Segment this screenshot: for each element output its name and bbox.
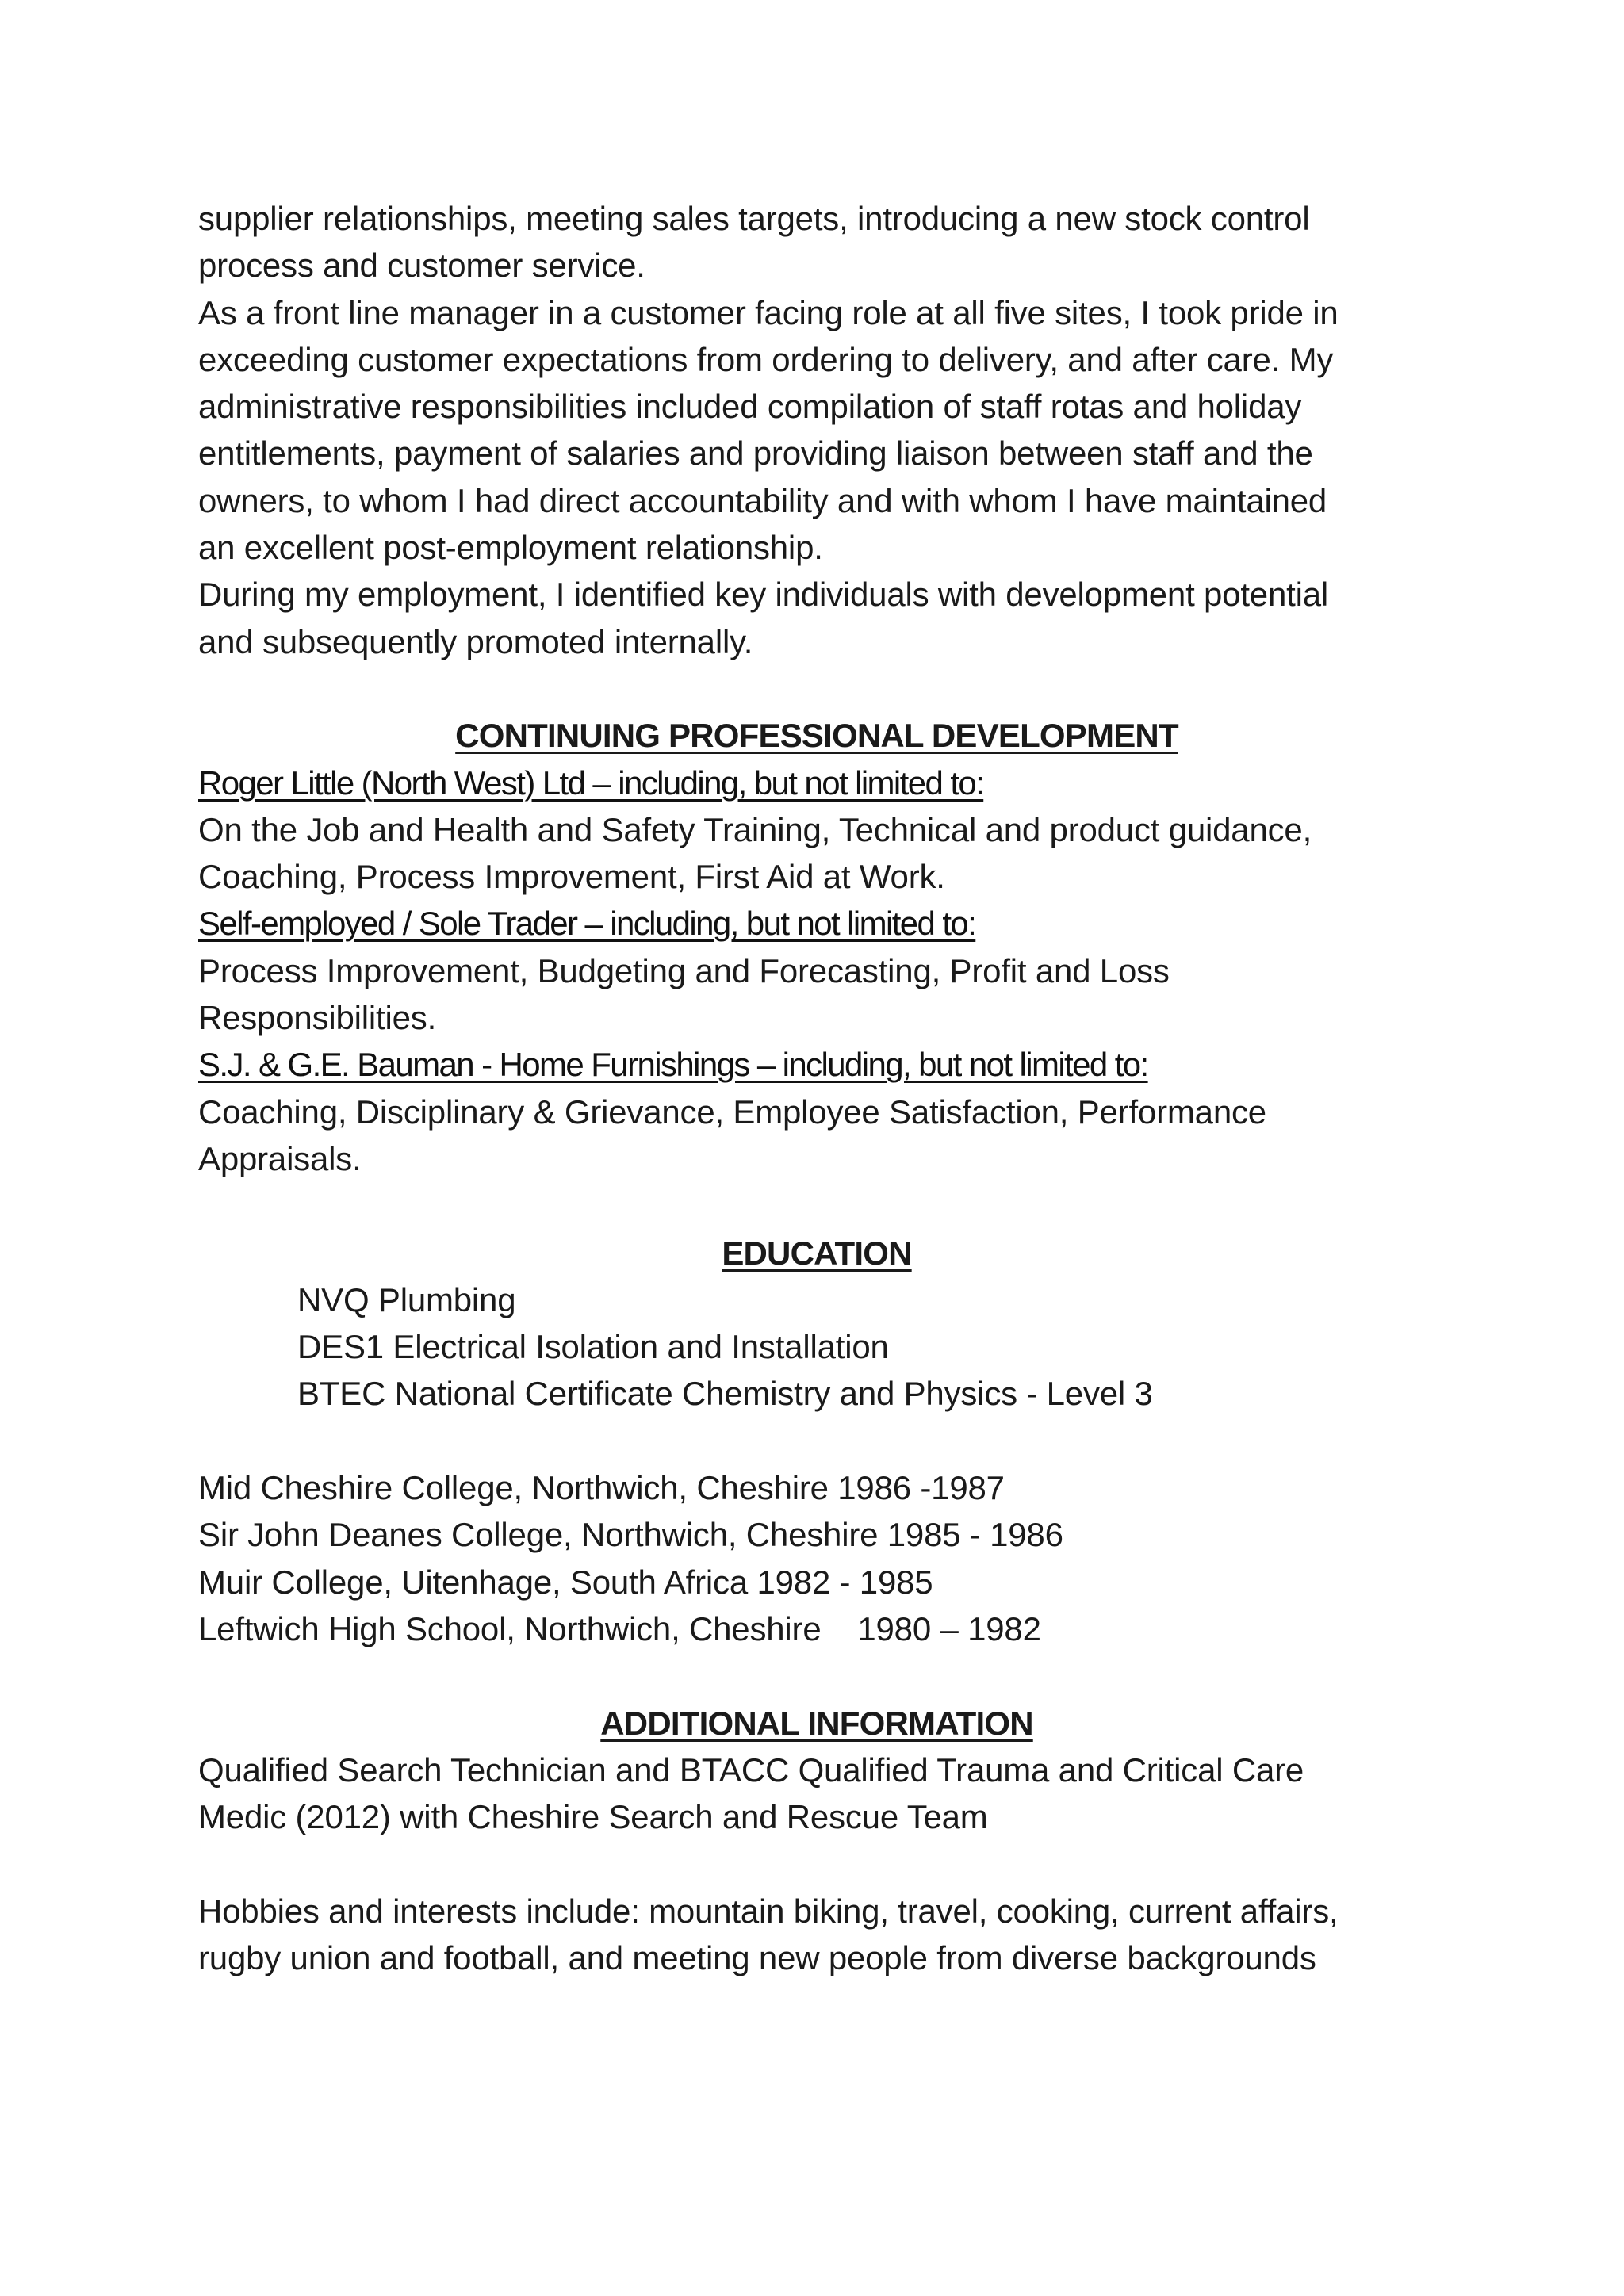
cpd-heading: CONTINUING PROFESSIONAL DEVELOPMENT	[455, 717, 1178, 755]
qualification-item: NVQ Plumbing	[297, 1280, 516, 1318]
intro-line: and subsequently promoted internally.	[198, 622, 753, 660]
education-heading: EDUCATION	[722, 1234, 912, 1272]
education-section	[198, 1230, 1435, 1653]
intro-line: an excellent post-employment relationship.	[198, 529, 823, 567]
spacer	[198, 1418, 1435, 1464]
cpd-entry-line: Appraisals.	[198, 1139, 362, 1177]
intro-line: administrative responsibilities included compilation of staff rotas and holiday	[198, 388, 1302, 426]
spacer	[198, 1840, 1435, 1887]
cpd-entry-heading: Self-employed / Sole Trader – including, but not limited to:	[198, 905, 976, 943]
cpd-entry-line: On the Job and Health and Safety Training, Technical and product guidance,	[198, 810, 1312, 848]
intro-line: As a front line manager in a customer facing role at all five sites, I took pride in	[198, 293, 1339, 331]
school-item: Muir College, Uitenhage, South Africa 1982 - 1985	[198, 1563, 933, 1601]
school-item: Leftwich High School, Northwich, Cheshire 1980 – 1982	[198, 1609, 1041, 1647]
cpd-entry-line: Coaching, Process Improvement, First Aid at Work.	[198, 858, 945, 896]
spacer	[198, 665, 1435, 712]
intro-line: During my employment, I identified key individuals with development potential	[198, 576, 1329, 614]
hobbies-line: rugby union and football, and meeting new people from diverse backgrounds	[198, 1938, 1316, 1976]
cpd-section	[198, 712, 1435, 1182]
hobbies-line: Hobbies and interests include: mountain biking, travel, cooking, current affairs,	[198, 1892, 1339, 1930]
qualification-item: DES1 Electrical Isolation and Installation	[297, 1328, 889, 1366]
school-item: Sir John Deanes College, Northwich, Cheshire 1985 - 1986	[198, 1516, 1063, 1554]
additional-section	[198, 1700, 1435, 1982]
cpd-entry-heading: S.J. & G.E. Bauman - Home Furnishings – including, but not limited to:	[198, 1046, 1148, 1084]
cpd-entry-heading: Roger Little (North West) Ltd – including, but not limited to:	[198, 763, 984, 802]
intro-line: supplier relationships, meeting sales targets, introducing a new stock control	[198, 200, 1310, 237]
intro-line: process and customer service.	[198, 247, 645, 285]
cpd-entry-line: Coaching, Disciplinary & Grievance, Employee Satisfaction, Performance	[198, 1093, 1266, 1131]
qualification-item: BTEC National Certificate Chemistry and Physics - Level 3	[297, 1375, 1153, 1413]
intro-line: entitlements, payment of salaries and providing liaison between staff and the	[198, 434, 1313, 473]
intro-line: exceeding customer expectations from ordering to delivery, and after care. My	[198, 340, 1334, 378]
additional-heading: ADDITIONAL INFORMATION	[600, 1704, 1033, 1742]
intro-paragraph	[198, 195, 1435, 665]
intro-line: owners, to whom I had direct accountability and with whom I have maintained	[198, 481, 1327, 519]
additional-line: Medic (2012) with Cheshire Search and Rescue Team	[198, 1798, 988, 1836]
cpd-entry-line: Responsibilities.	[198, 999, 437, 1037]
additional-line: Qualified Search Technician and BTACC Qualified Trauma and Critical Care	[198, 1751, 1304, 1789]
school-item: Mid Cheshire College, Northwich, Cheshire 1986 -1987	[198, 1469, 1005, 1507]
cpd-entry-line: Process Improvement, Budgeting and Forecasting, Profit and Loss	[198, 951, 1170, 989]
document-content	[198, 195, 1435, 1981]
spacer	[198, 1652, 1435, 1699]
spacer	[198, 1182, 1435, 1229]
